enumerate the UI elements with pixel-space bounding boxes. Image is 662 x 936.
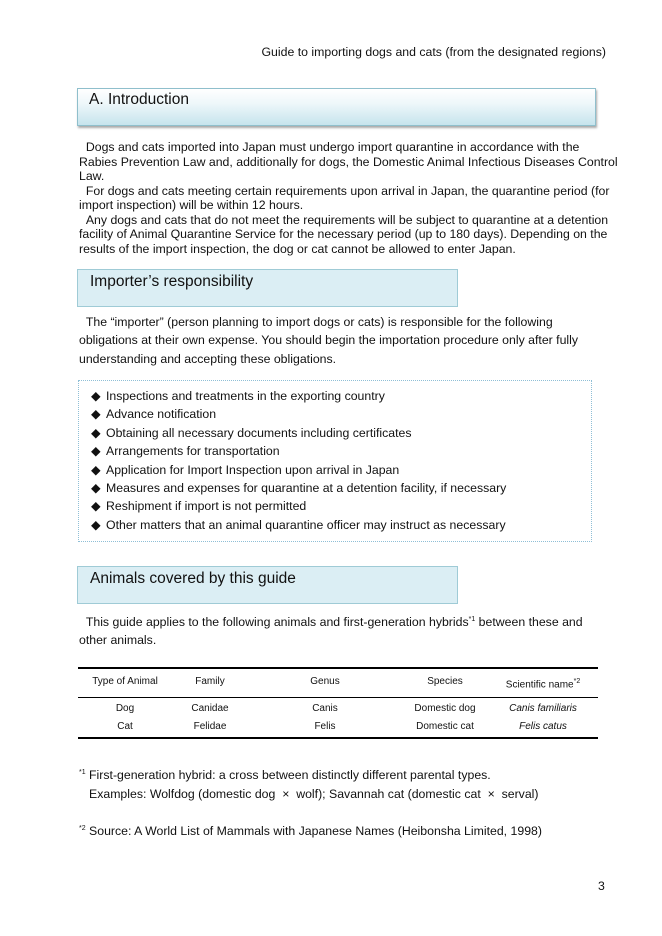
- obligation-item: [91, 516, 591, 534]
- obligation-item: [91, 424, 591, 442]
- obligation-item: [91, 405, 591, 423]
- section-title: Importer’s responsibility: [90, 273, 254, 290]
- header-species: Species: [402, 668, 488, 698]
- diamond-bullet-icon: ◆: [91, 499, 101, 514]
- running-header: Guide to importing dogs and cats (from the designated regions): [261, 45, 606, 59]
- section-heading-responsibility: [77, 269, 458, 307]
- obligation-item: [91, 442, 591, 460]
- diamond-bullet-icon: ◆: [91, 425, 101, 440]
- table-cell: Cat: [78, 718, 172, 738]
- obligation-item: [91, 479, 591, 497]
- footnote-text: Source: A World List of Mammals with Japanese Names (Heibonsha Limited, 1998): [89, 824, 542, 839]
- obligation-text: Advance notification: [106, 407, 217, 422]
- obligation-item: [91, 387, 591, 405]
- animals-text: [79, 611, 614, 650]
- paragraph-text: between these and other animals.: [79, 615, 583, 648]
- table-cell: Canis: [312, 703, 338, 715]
- footnote-ref: *1: [468, 616, 476, 623]
- diamond-bullet-icon: ◆: [91, 462, 101, 477]
- table-row: [78, 718, 598, 738]
- section-heading-introduction: [77, 88, 596, 126]
- paragraph: [79, 213, 619, 257]
- diamond-bullet-icon: ◆: [91, 444, 101, 459]
- obligation-text: Other matters that an animal quarantine officer may instruct as necessary: [106, 517, 506, 532]
- diamond-bullet-icon: ◆: [91, 481, 101, 496]
- header-genus: Genus: [248, 668, 402, 698]
- table-cell: Felis catus: [488, 718, 598, 738]
- table-header-row: [78, 668, 598, 698]
- paragraph-text: This guide applies to the following animals and first-generation hybrids: [85, 615, 469, 630]
- obligation-text: Application for Import Inspection upon arrival in Japan: [106, 462, 400, 477]
- footnote-text: First-generation hybrid: a cross between distinctly different parental types.: [89, 768, 491, 783]
- diamond-bullet-icon: ◆: [91, 407, 101, 422]
- section-title: Animals covered by this guide: [90, 570, 296, 587]
- obligation-text: Measures and expenses for quarantine at a detention facility, if necessary: [106, 481, 507, 496]
- responsibility-text: [79, 313, 614, 368]
- footnote-2: [79, 819, 542, 841]
- diamond-bullet-icon: ◆: [91, 517, 101, 532]
- animals-table: [78, 667, 598, 739]
- table-cell: Canis familiaris: [509, 703, 577, 715]
- obligation-text: Reshipment if import is not permitted: [106, 499, 307, 514]
- footnote-mark: *2: [79, 825, 86, 832]
- paragraph-text: Any dogs and cats that do not meet the requirements will be subject to quarantine at a detention facility of Animal Quarantine Service for the necessary period (up to 180 days). Depending on the results of the import inspection, the dog or cat cannot be allowed to enter Japan.: [79, 212, 609, 256]
- paragraph-text: Dogs and cats imported into Japan must undergo import quarantine in accordance with the Rabies Prevention Law and, additionally for dogs, the Domestic Animal Infectious Diseases Control Law.: [79, 140, 618, 183]
- obligation-item: [91, 497, 591, 515]
- obligation-text: Obtaining all necessary documents including certificates: [106, 425, 412, 440]
- page-number: 3: [598, 879, 605, 893]
- diamond-bullet-icon: ◆: [91, 389, 101, 403]
- obligation-item: [91, 461, 591, 479]
- paragraph: [79, 140, 619, 184]
- table-row: [78, 698, 598, 719]
- table-cell: Dog: [115, 703, 135, 715]
- header-scientific-name: Scientific name$^{*2}$: [488, 668, 598, 698]
- header-family: Family: [172, 668, 248, 698]
- table-cell: Felis: [248, 718, 402, 738]
- footnote-mark: *1: [79, 769, 86, 776]
- section-title: A. Introduction: [89, 91, 189, 108]
- paragraph: [79, 184, 619, 213]
- header-type: Type of Animal: [78, 668, 172, 698]
- table-cell: Domestic dog: [414, 703, 476, 715]
- table-cell: Domestic cat: [402, 718, 488, 738]
- table-cell: Felidae: [172, 718, 248, 738]
- paragraph-text: For dogs and cats meeting certain requirements upon arrival in Japan, the quarantine period (for import inspection) will be within 12 hours.: [79, 183, 610, 212]
- intro-text: [79, 140, 619, 256]
- obligation-text: Arrangements for transportation: [106, 444, 280, 459]
- footnote-text: Examples: Wolfdog (domestic dog × wolf); Savannah cat (domestic cat × serval): [89, 787, 539, 802]
- paragraph-text: The “importer” (person planning to import dogs or cats) is responsible for the following obligations at their own expense. You should begin the importation procedure only after fully understanding and accepting these obligations.: [79, 315, 579, 366]
- table-cell: Canidae: [191, 703, 229, 715]
- section-heading-animals: [77, 566, 458, 604]
- obligations-box: [78, 380, 592, 542]
- footnote-1: [79, 763, 539, 804]
- obligation-text: Inspections and treatments in the exporting country: [106, 389, 385, 403]
